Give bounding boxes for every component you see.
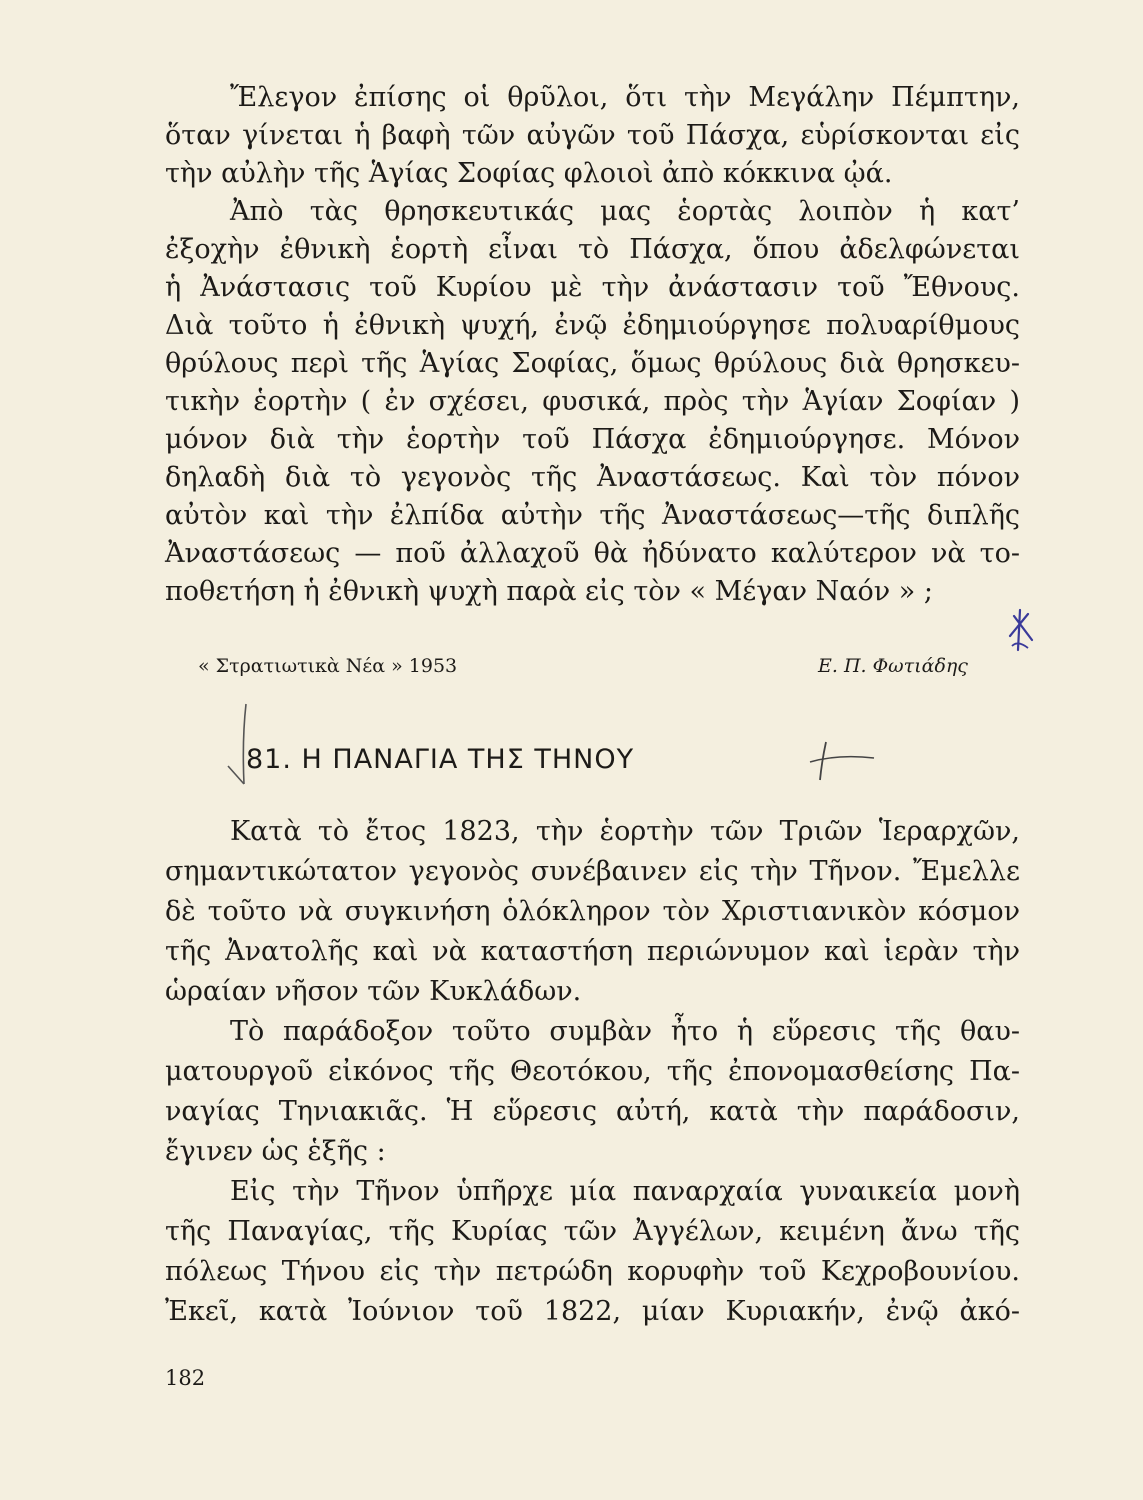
author-name: Ε. Π. Φωτιάδης	[818, 655, 968, 677]
text-line: Τὸ παράδοξον τοῦτο συμβὰν ἦτο ἡ εὕρεσις τῆς θαυ-	[230, 1016, 1020, 1047]
text-line: τὴν αὐλὴν τῆς Ἁγίας Σοφίας φλοιοὶ ἀπὸ κόκκινα ᾠά.	[165, 158, 893, 189]
source-citation: « Στρατιωτικὰ Νέα » 1953	[198, 655, 458, 677]
text-line: θρύλους περὶ τῆς Ἁγίας Σοφίας, ὅμως θρύλους διὰ θρησκευ-	[165, 348, 1020, 379]
text-line: τικὴν ἑορτὴν ( ἐν σχέσει, φυσικά, πρὸς τὴν Ἁγίαν Σοφίαν )	[165, 386, 1020, 417]
text-line: τῆς Ἀνατολῆς καὶ νὰ καταστήση περιώνυμον καὶ ἱερὰν τὴν	[165, 936, 1020, 967]
text-line: ἡ Ἀνάστασις τοῦ Κυρίου μὲ τὴν ἀνάστασιν τοῦ Ἔθνους.	[165, 272, 1020, 303]
text-line: δὲ τοῦτο νὰ συγκινήση ὁλόκληρον τὸν Χριστιανικὸν κόσμον	[165, 896, 1020, 927]
text-line: Ἐκεῖ, κατὰ Ἰούνιον τοῦ 1822, μίαν Κυριακήν, ἐνῷ ἀκό-	[165, 1296, 1020, 1327]
text-line: ἐξοχὴν ἐθνικὴ ἑορτὴ εἶναι τὸ Πάσχα, ὅπου ἀδελφώνεται	[165, 234, 1020, 265]
text-line: Εἰς τὴν Τῆνον ὑπῆρχε μία παναρχαία γυναικεία μονὴ	[230, 1176, 1020, 1207]
text-line: Ἀναστάσεως — ποῦ ἀλλαχοῦ θὰ ἠδύνατο καλύτερον νὰ το-	[165, 538, 1020, 569]
text-line: ὅταν γίνεται ἡ βαφὴ τῶν αὐγῶν τοῦ Πάσχα, εὑρίσκονται εἰς	[165, 120, 1020, 151]
text-line: ναγίας Τηνιακιᾶς. Ἡ εὕρεσις αὐτή, κατὰ τὴν παράδοσιν,	[165, 1096, 1020, 1127]
text-line: ἔγινεν ὡς ἑξῆς :	[165, 1136, 386, 1167]
text-line: ματουργοῦ εἰκόνος τῆς Θεοτόκου, τῆς ἐπονομασθείσης Πα-	[165, 1056, 1020, 1087]
text-line: δηλαδὴ διὰ τὸ γεγονὸς τῆς Ἀναστάσεως. Καὶ τὸν πόνον	[165, 462, 1020, 493]
text-line: ποθετήση ἡ ἐθνικὴ ψυχὴ παρὰ εἰς τὸν « Μέγαν Ναόν » ;	[165, 576, 933, 607]
text-line: πόλεως Τήνου εἰς τὴν πετρώδη κορυφὴν τοῦ Κεχροβουνίου.	[165, 1256, 1020, 1287]
text-line: τῆς Παναγίας, τῆς Κυρίας τῶν Ἀγγέλων, κειμένη ἄνω τῆς	[165, 1216, 1020, 1247]
page-number: 182	[165, 1366, 206, 1390]
handwritten-mark-icon	[1006, 606, 1036, 656]
text-line: αὐτὸν καὶ τὴν ἐλπίδα αὐτὴν τῆς Ἀναστάσεως—τῆς διπλῆς	[165, 500, 1020, 531]
text-line: Διὰ τοῦτο ἡ ἐθνικὴ ψυχή, ἐνῷ ἐδημιούργησε πολυαρίθμους	[165, 310, 1020, 341]
text-line: Ἔλεγον ἐπίσης οἱ θρῦλοι, ὅτι τὴν Μεγάλην Πέμπτην,	[230, 82, 1020, 113]
pencil-tick-icon	[808, 736, 878, 786]
text-line: ὡραίαν νῆσον τῶν Κυκλάδων.	[165, 976, 582, 1007]
text-line: σημαντικώτατον γεγονὸς συνέβαινεν εἰς τὴν Τῆνον. Ἔμελλε	[165, 856, 1020, 887]
text-line: μόνον διὰ τὴν ἑορτὴν τοῦ Πάσχα ἐδημιούργησε. Μόνον	[165, 424, 1020, 455]
section-heading: 81. Η ΠΑΝΑΓΙΑ ΤΗΣ ΤΗΝΟΥ	[246, 744, 635, 775]
text-line: Ἀπὸ τὰς θρησκευτικάς μας ἑορτὰς λοιπὸν ἡ κατ’	[230, 196, 1020, 227]
text-line: Κατὰ τὸ ἔτος 1823, τὴν ἑορτὴν τῶν Τριῶν Ἱεραρχῶν,	[230, 816, 1020, 847]
